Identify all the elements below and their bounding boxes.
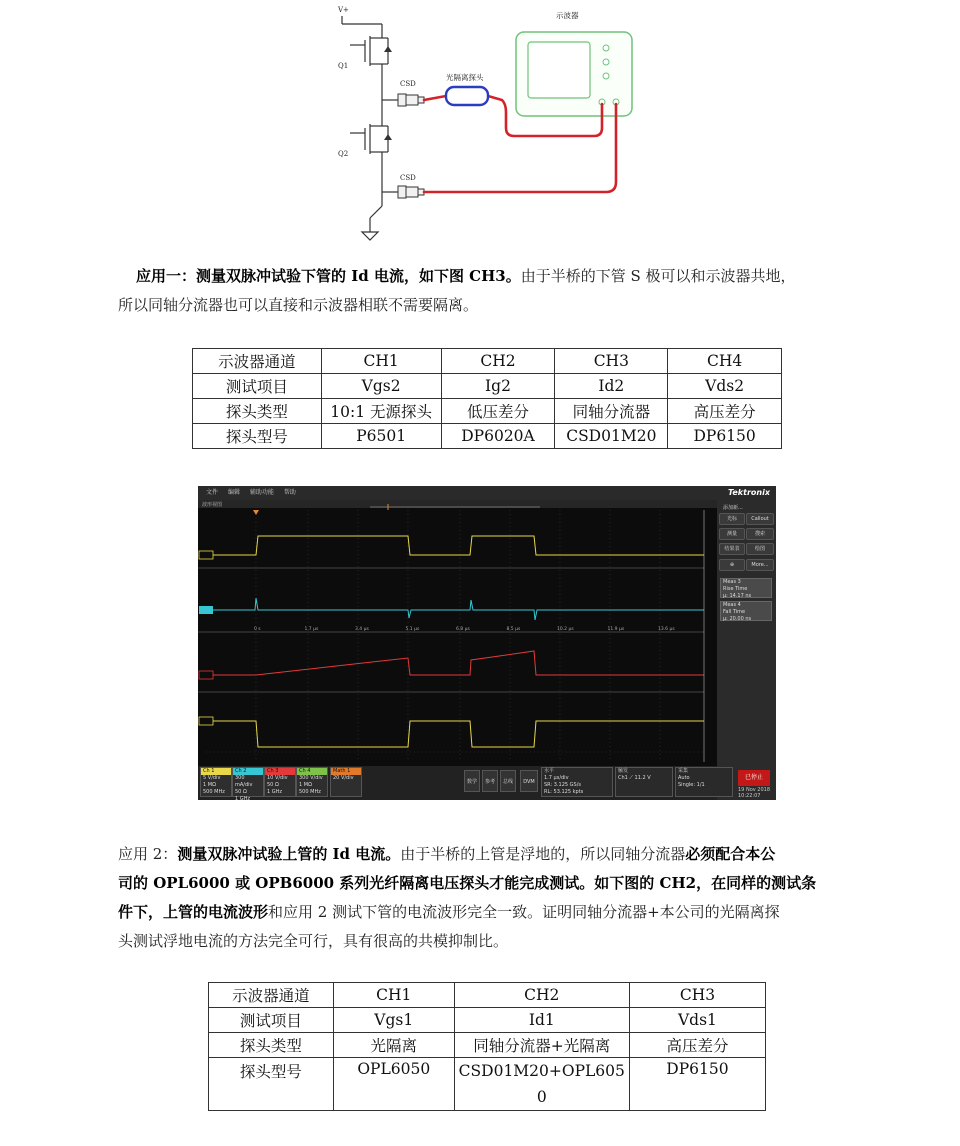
add-new-label: 添加新...	[723, 505, 743, 511]
channel-setting: 300 V/div	[299, 775, 323, 781]
results-table-button[interactable]: 结果表	[719, 543, 745, 555]
time-axis-label: 3.4 µs	[355, 627, 369, 632]
app1-bold: 应用一：测量双脉冲试验下管的 Id 电流，如下图 CH3。	[136, 267, 521, 285]
table-1-cell: Ig2	[441, 374, 555, 399]
label-probe: 光隔离探头	[446, 73, 484, 82]
channel-setting: 1 MΩ	[299, 782, 312, 788]
channel-name: Ch 1	[201, 768, 231, 775]
channel-setting: 5 V/div	[203, 775, 221, 781]
table-2-cell-line2: 0	[536, 1088, 547, 1106]
table-1-cell: CH2	[441, 349, 555, 374]
cursor-button[interactable]: 光标	[719, 513, 745, 525]
channel-setting: 50 Ω	[235, 789, 247, 795]
table-1-cell: 同轴分流器	[555, 399, 668, 424]
horizontal-badge[interactable]	[541, 767, 613, 797]
table-2-row-model	[209, 1058, 766, 1111]
table-2-cell: 探头型号	[209, 1058, 334, 1111]
acquisition-single: Single: 1/1	[678, 782, 705, 788]
table-1	[192, 348, 782, 449]
scope-datetime	[738, 787, 770, 799]
table-2-cell: Id1	[454, 1008, 629, 1033]
more-button[interactable]: More...	[746, 559, 774, 571]
tab-waveform-view[interactable]: 波形视图	[202, 502, 223, 508]
time-axis-label: 11.9 µs	[607, 627, 625, 632]
measure-button[interactable]: 测量	[719, 528, 745, 540]
table-1-row	[193, 424, 782, 449]
table-1-cell: CH3	[555, 349, 668, 374]
callout-button[interactable]: Callout	[746, 513, 774, 525]
plot-button[interactable]: 绘图	[746, 543, 774, 555]
table-2-cell	[454, 1058, 629, 1111]
table-1-cell: 低压差分	[441, 399, 555, 424]
oscilloscope-screenshot	[198, 486, 776, 800]
label-vplus: V+	[338, 6, 349, 14]
table-1-cell: CSD01M20	[555, 424, 668, 449]
table-1-cell: Vds2	[668, 374, 782, 399]
table-1-row	[193, 399, 782, 424]
table-1-cell: CH4	[668, 349, 782, 374]
channel-setting: 1 GHz	[267, 789, 283, 795]
scope-date: 19 Nov 2018	[738, 787, 771, 793]
ref-button[interactable]: 参考	[482, 770, 498, 792]
table-1-cell: 探头类型	[193, 399, 322, 424]
table-2-row	[209, 1033, 766, 1058]
label-scope: 示波器	[556, 11, 579, 20]
app2-b3: 司的 OPL6000 或 OPB6000 系列光纤隔离电压探头才能完成测试。如下图的 CH2，在同样的测试条	[118, 874, 817, 892]
table-1-cell: Id2	[555, 374, 668, 399]
channel-setting: 1 GHz	[235, 796, 251, 800]
label-csd-top: CSD	[400, 80, 416, 88]
label-q2: Q2	[338, 150, 349, 158]
trigger-badge[interactable]	[615, 767, 673, 797]
app1-text2: 所以同轴分流器也可以直接和示波器相联不需要隔离。	[118, 296, 479, 314]
channel-name: Ch 4	[297, 768, 327, 775]
zoom-button[interactable]: ⊕	[719, 559, 745, 571]
table-2-cell: 测试项目	[209, 1008, 334, 1033]
tektronix-logo: Tektronix	[727, 488, 770, 497]
trigger-title: 触发	[618, 768, 629, 774]
math-button[interactable]: 数学	[464, 770, 480, 792]
table-2-cell: CH3	[629, 983, 765, 1008]
table-1-cell: DP6020A	[441, 424, 555, 449]
acquisition-title: 采集	[678, 768, 689, 774]
dvm-button[interactable]: DVM	[520, 770, 538, 792]
app1-paragraph	[118, 262, 858, 320]
trigger-setting: Ch1 ⟋ 11.2 V	[618, 775, 651, 781]
scope-menubar	[198, 486, 776, 500]
meas-3-badge[interactable]	[720, 578, 772, 598]
channel-badge-4[interactable]	[296, 767, 328, 797]
app2-b2: 必须配合本公	[685, 845, 776, 863]
table-2-cell: Vgs1	[333, 1008, 454, 1033]
meas-4-line2: µ: 20.00 ns	[723, 616, 752, 622]
time-axis-label: 0 s	[254, 627, 261, 632]
channel-name: Math 1	[331, 768, 361, 775]
acquisition-badge[interactable]	[675, 767, 733, 797]
app2-t1: 由于半桥的上管是浮地的，所以同轴分流器	[400, 845, 686, 863]
menu-help[interactable]: 帮助	[283, 489, 296, 496]
channel-badge-2[interactable]	[232, 767, 264, 800]
horizontal-scale: 1.7 µs/div	[544, 775, 569, 781]
meas-3-line1: Rise Time	[723, 586, 748, 592]
bus-button[interactable]: 总线	[500, 770, 516, 792]
table-2-row	[209, 983, 766, 1008]
label-q1: Q1	[338, 62, 349, 70]
table-2-cell: 光隔离	[333, 1033, 454, 1058]
table-2-cell: 同轴分流器+光隔离	[454, 1033, 629, 1058]
horizontal-rl: RL: 53.125 kpts	[544, 789, 584, 795]
table-2-cell: Vds1	[629, 1008, 765, 1033]
table-2-cell: 高压差分	[629, 1033, 765, 1058]
channel-setting: 500 MHz	[203, 789, 225, 795]
table-1-cell: P6501	[321, 424, 441, 449]
time-axis-label: 13.6 µs	[658, 627, 675, 632]
channel-badge-5[interactable]	[330, 767, 362, 797]
channel-setting: 10 V/div	[267, 775, 288, 781]
channel-name: Ch 3	[265, 768, 295, 775]
time-axis-label: 5.1 µs	[405, 627, 420, 632]
circuit-diagram	[300, 0, 660, 250]
time-axis-label: 10.2 µs	[557, 627, 574, 632]
table-1-cell: Vgs2	[321, 374, 441, 399]
table-2-cell: CH1	[333, 983, 454, 1008]
table-1-row	[193, 374, 782, 399]
app2-lead: 应用 2：	[118, 845, 178, 863]
channel-setting: 20 V/div	[333, 775, 354, 781]
table-2-row	[209, 1008, 766, 1033]
channel-setting: 50 Ω	[267, 782, 279, 788]
time-axis-label: 1.7 µs	[304, 627, 319, 632]
meas-3-line2: µ: 14.17 ns	[723, 593, 752, 599]
meas-4-line1: Fall Time	[723, 609, 746, 615]
menu-file[interactable]: 文件	[206, 489, 219, 496]
acquisition-mode: Auto	[678, 775, 690, 781]
table-2	[208, 982, 766, 1111]
table-1-cell: DP6150	[668, 424, 782, 449]
table-2-cell-line1: CSD01M20+OPL605	[458, 1062, 625, 1080]
label-csd-bottom: CSD	[400, 174, 416, 182]
app1-text1: 由于半桥的下管 S 极可以和示波器共地，	[520, 267, 796, 285]
meas-4-badge[interactable]	[720, 601, 772, 621]
search-button[interactable]: 搜索	[746, 528, 774, 540]
app2-t3: 头测试浮地电流的方法完全可行，具有很高的共模抑制比。	[118, 932, 509, 950]
table-1-cell: 10:1 无源探头	[321, 399, 441, 424]
meas-4-title: Meas 4	[723, 602, 741, 608]
table-1-row	[193, 349, 782, 374]
table-1-cell: 测试项目	[193, 374, 322, 399]
app2-t2: 和应用 2 测试下管的电流波形完全一致。证明同轴分流器+本公司的光隔离探	[268, 903, 780, 921]
menu-edit[interactable]: 编辑	[227, 489, 240, 496]
waveform-area	[198, 500, 717, 766]
scope-time: 10:22:07	[738, 793, 761, 799]
table-2-cell: OPL6050	[333, 1058, 454, 1111]
app2-b1: 测量双脉冲试验上管的 Id 电流。	[177, 845, 401, 863]
channel-setting: 300 mA/div	[235, 775, 253, 788]
table-2-cell: DP6150	[629, 1058, 765, 1111]
channel-badge-3[interactable]	[264, 767, 296, 797]
channel-setting: 1 MΩ	[203, 782, 216, 788]
table-2-cell: 探头类型	[209, 1033, 334, 1058]
time-axis-label: 6.8 µs	[456, 627, 470, 632]
table-2-cell: 示波器通道	[209, 983, 334, 1008]
table-2-cell: CH2	[454, 983, 629, 1008]
stopped-indicator[interactable]: 已停止	[738, 770, 770, 786]
horizontal-title: 水平	[544, 768, 555, 774]
menu-utility[interactable]: 辅助功能	[249, 489, 274, 496]
table-1-cell: 示波器通道	[193, 349, 322, 374]
channel-setting: 500 MHz	[299, 789, 321, 795]
table-1-cell: CH1	[321, 349, 441, 374]
table-1-cell: 高压差分	[668, 399, 782, 424]
horizontal-sr: SR: 3.125 GS/s	[544, 782, 582, 788]
app2-b4: 件下，上管的电流波形	[118, 903, 269, 921]
channel-badge-1[interactable]	[200, 767, 232, 797]
channel-name: Ch 2	[233, 768, 263, 775]
meas-3-title: Meas 3	[723, 579, 741, 585]
table-1-cell: 探头型号	[193, 424, 322, 449]
time-axis-label: 8.5 µs	[506, 627, 521, 632]
app2-paragraph	[118, 840, 858, 956]
